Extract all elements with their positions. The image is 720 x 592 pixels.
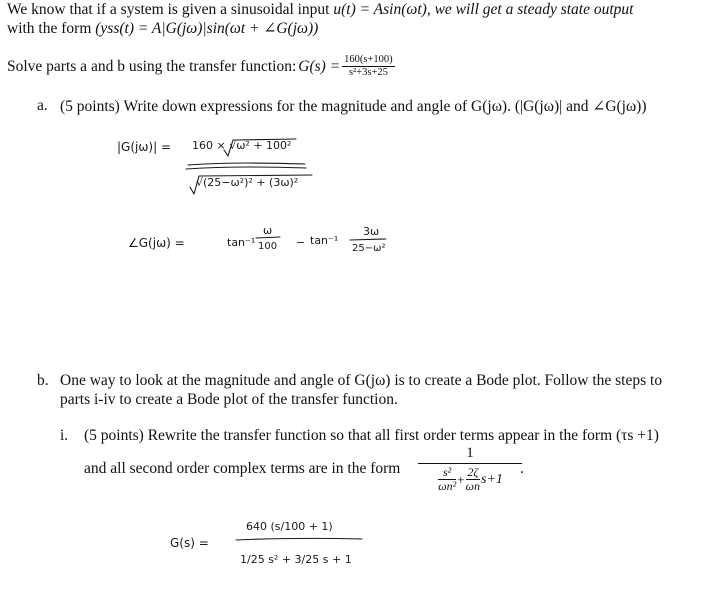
part-bi-line-2: and all second order complex terms are in the form — [84, 460, 401, 477]
part-a-text: (5 points) Write down expressions for the magnitude and angle of G(jω). (|G(jω)| and ∠G(jω)) — [60, 98, 647, 115]
form-wn: ωn — [465, 479, 480, 493]
part-b-line-1: One way to look at the magnitude and angle of G(jω) is to create a Bode plot. Follow the steps to — [60, 372, 663, 389]
hw-tan-2: tan⁻¹ — [310, 234, 339, 247]
part-bi-line-1: (5 points) Rewrite the transfer function so that all first order terms appear in the form (τs +1) — [84, 427, 659, 444]
transfer-lead: Solve parts a and b using the transfer function: — [7, 58, 297, 75]
mag-fraction-bar — [188, 163, 305, 165]
intro-line-2 — [7, 19, 707, 38]
hw-t1-num: ω — [263, 224, 273, 237]
transfer-gs: G(s) = — [298, 58, 341, 75]
transfer-numerator: 160(s+100) — [344, 54, 393, 65]
form-period: . — [520, 460, 524, 477]
hw-t1-den: 100 — [258, 241, 278, 252]
hw-t2-den: 25−ω² — [352, 243, 386, 254]
t2-bar — [350, 239, 386, 240]
part-bi-label: i. — [60, 427, 69, 444]
hw-bi-num: 640 (s/100 + 1) — [246, 520, 333, 533]
hw-mag-num: 160 × √ω² + 100² — [192, 139, 292, 152]
t1-bar — [256, 237, 280, 238]
transfer-fraction — [342, 54, 395, 79]
form-bar — [418, 463, 522, 464]
hw-minus: − — [296, 236, 306, 249]
intro-math-2: (yss(t) = A|G(jω)|sin(ωt + ∠G(jω)) — [95, 20, 319, 37]
intro-text-1: We know that if a system is given a sinusoidal input — [7, 1, 334, 18]
form-numerator: 1 — [466, 445, 474, 461]
hw-mag-lhs: |G(jω)| = — [117, 140, 171, 154]
hw-ang-lhs: ∠G(jω) = — [128, 236, 185, 250]
hw-bi-den: 1/25 s² + 3/25 s + 1 — [240, 553, 352, 566]
form-2zeta-over-wn — [466, 466, 480, 493]
hw-tan-1: tan⁻¹ — [227, 236, 256, 249]
second-order-form — [418, 444, 522, 493]
form-s-plus-one: s+1 — [481, 471, 503, 487]
part-b-label: b. — [37, 372, 49, 389]
form-plus: + — [457, 471, 465, 487]
mag-fraction-bar-2 — [186, 167, 306, 169]
hw-mag-den: √(25−ω²)² + (3ω)² — [196, 176, 299, 189]
form-2zeta: 2ζ — [467, 465, 479, 479]
bi-fraction-bar — [236, 538, 362, 540]
form-wn2: ωn² — [438, 479, 457, 493]
intro-text-2: with the form — [7, 20, 96, 37]
intro-line-1 — [7, 0, 707, 19]
transfer-function-line — [7, 54, 707, 79]
part-a-label: a. — [37, 97, 48, 114]
part-b-line-2: parts i-iv to create a Bode plot of the transfer function. — [60, 391, 398, 408]
form-s2: s² — [442, 465, 452, 479]
form-denominator — [437, 466, 503, 493]
hw-t2-num: 3ω — [363, 225, 380, 238]
transfer-denominator: s²+3s+25 — [348, 67, 388, 78]
form-s2-over-wn2 — [438, 466, 456, 493]
hw-bi-lhs: G(s) = — [170, 536, 209, 550]
intro-math-1: u(t) = Asin(ωt), we will get a steady state output — [333, 1, 634, 18]
